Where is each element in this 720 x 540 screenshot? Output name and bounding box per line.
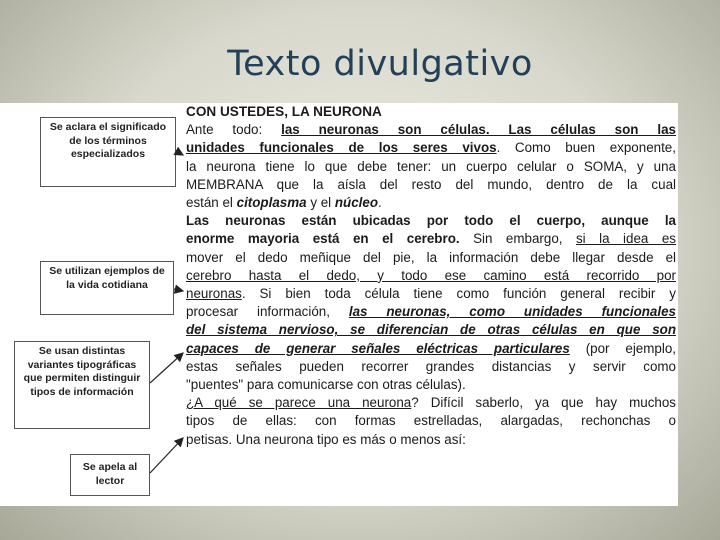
text-line: ¿A qué se parece una neurona? Difícil saberlo, ya que hay muchos [186,395,676,411]
text-line: Las neuronas están ubicadas por todo el cuerpo, aunque la [186,213,676,229]
text-line: tipos de ellas: con formas estrelladas, alargadas, rechonchas o [186,413,676,429]
text-line: petisas. Una neurona tipo es más o menos así: [186,431,466,447]
arrow-everyday-examples [174,289,183,291]
annotation-everyday-examples: Se utilizan ejemplos de la vida cotidiana [40,261,174,315]
text-line: enorme mayoria está en el cerebro. Sin embargo, si la idea es [186,231,676,247]
text-line: la neurona tiene lo que debe tener: un cuerpo celular o SOMA, y una [186,158,676,174]
text-line: Ante todo: las neuronas son células. Las células son las [186,122,676,138]
text-line: están el citoplasma y el núcleo. [186,195,382,211]
text-line: procesar información, las neuronas, como unidades funcionales [186,304,676,320]
arrow-reader-appeal [150,438,183,473]
annotation-typography: Se usan distintas variantes tipográficas que permiten distinguir tipos de información [14,341,150,429]
text-line: capaces de generar señales eléctricas particulares (por ejemplo, [186,340,676,356]
annotation-terminology: Se aclara el significado de los términos especializados [40,117,176,187]
text-line: estas señales pueden recorrer grandes distancias y servir como [186,358,676,374]
text-line: del sistema nervioso, se diferencian de otras células en que son [186,322,676,338]
arrow-typography [150,353,183,383]
text-line: cerebro hasta el dedo, y todo ese camino está recorrido por [186,267,676,283]
text-line: MEMBRANA que la aísla del resto del mundo, dentro de la cual [186,176,676,192]
article-heading: CON USTEDES, LA NEURONA [186,104,382,119]
arrow-terminology [176,151,183,155]
text-line: mover el dedo meñique del pie, la información debe llegar desde el [186,249,676,265]
slide-title: Texto divulgativo [227,44,533,84]
annotation-reader-appeal: Se apela al lector [70,454,150,496]
text-line: "puentes" para comunicarse con otras células). [186,377,466,393]
document-panel [0,103,678,506]
text-line: neuronas. Si bien toda célula tiene como función general recibir y [186,286,676,302]
article-text [186,103,676,449]
text-line: unidades funcionales de los seres vivos. Como buen exponente, [186,140,676,156]
